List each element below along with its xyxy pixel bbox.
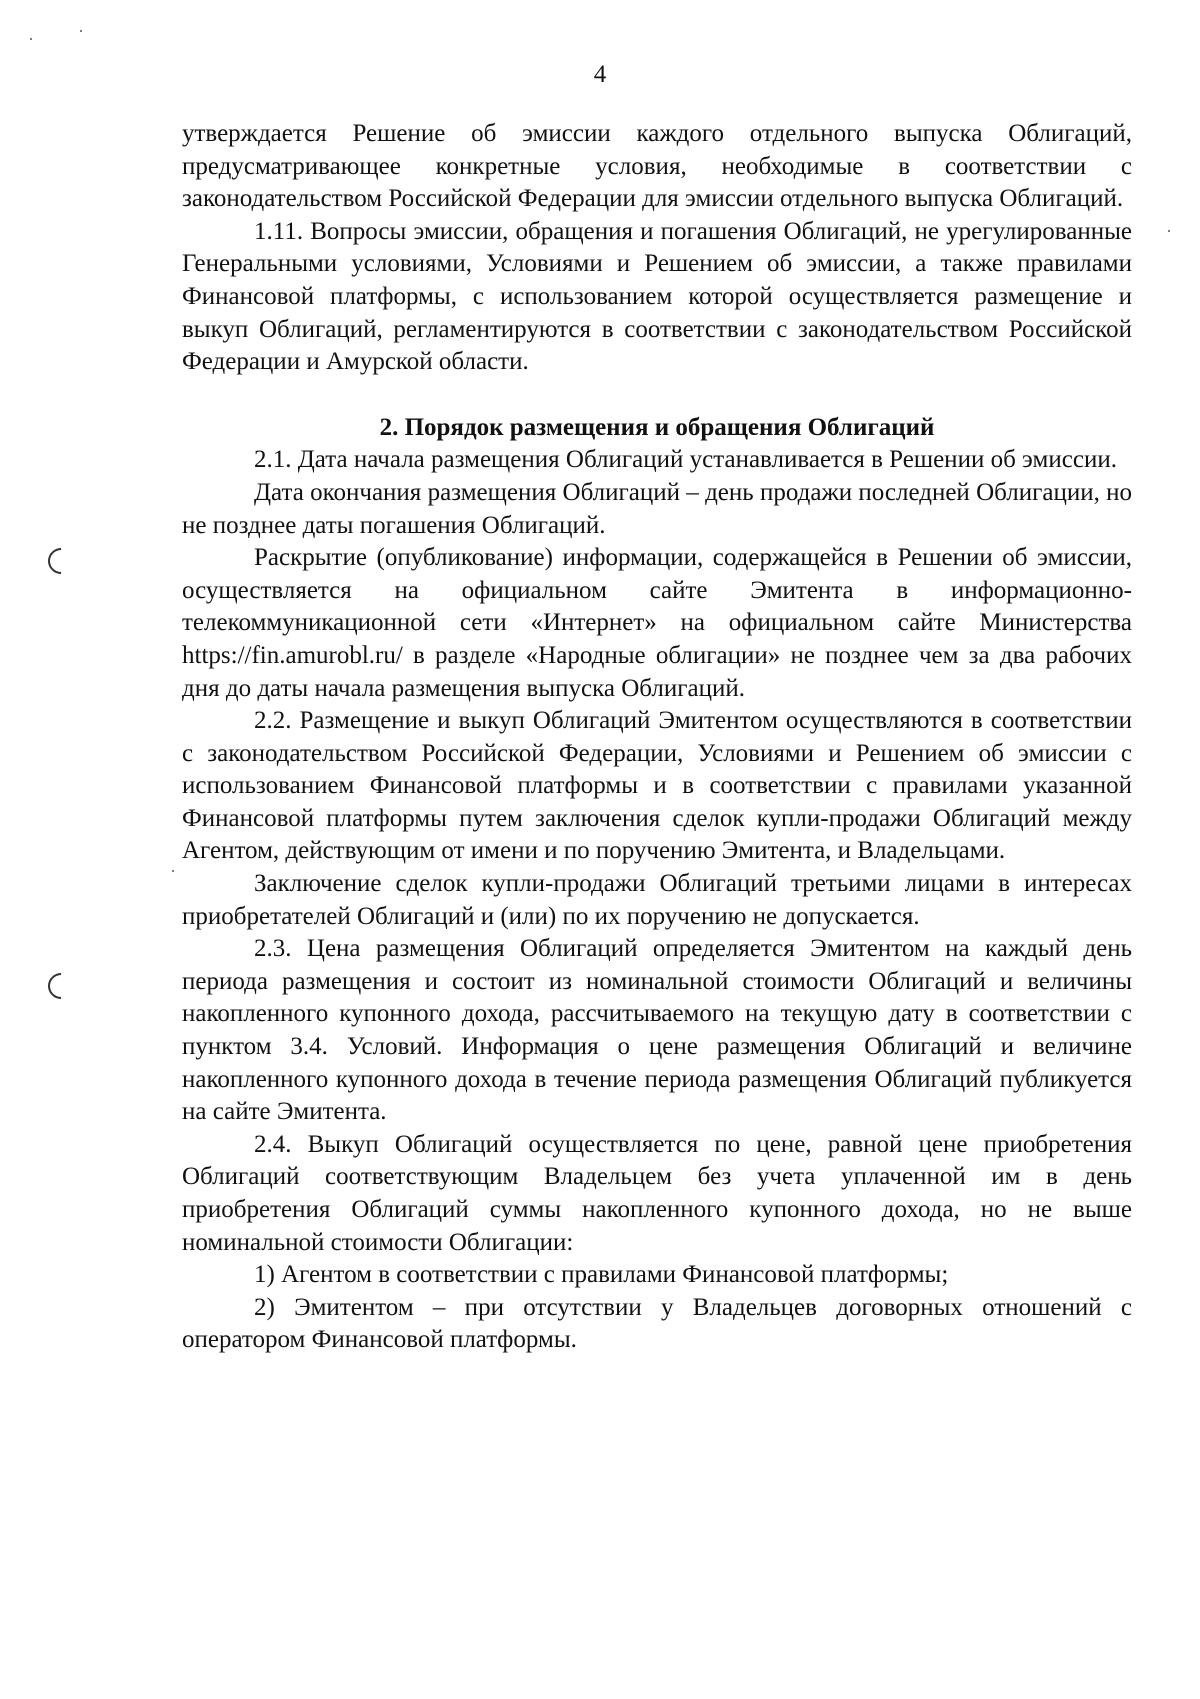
paragraph: Дата окончания размещения Облигаций – день продажи последней Облигации, но не позднее даты погашения Облигаций.	[182, 478, 1132, 539]
section-heading: 2. Порядок размещения и обращения Облигаций	[379, 413, 935, 441]
paragraph: 2.3. Цена размещения Облигаций определяется Эмитентом на каждый день периода размещения и состоит из номинальной стоимости Облигаций и величины накопленного купонного дохода, рассчитываемого на текущую дату в соответствии с пунктом 3.4. Условий. Информация о цене размещения Облигаций и величине накопленного купонного дохода в течение периода размещения Облигаций публикуется на сайте Эмитента.	[182, 935, 1132, 1126]
binder-hole-mark-lower	[43, 968, 80, 1005]
page-number: 4	[593, 61, 607, 88]
paragraph: 2.1. Дата начала размещения Облигаций устанавливается в Решении об эмиссии.	[254, 446, 1117, 474]
paragraph: 1.11. Вопросы эмиссии, обращения и погашения Облигаций, не урегулированные Генеральными условиями, Условиями и Решением об эмиссии, а также правилами Финансовой платформы, с использованием которой осуществляется размещение и выкуп Облигаций, регламентируются в соответствии с законодательством Российской Федерации и Амурской области.	[182, 217, 1132, 376]
paragraph: утверждается Решение об эмиссии каждого отдельного выпуска Облигаций, предусматривающее конкретные условия, необходимые в соответствии с законодательством Российской Федерации для эмиссии отдельного выпуска Облигаций.	[182, 120, 1132, 213]
paragraph: Раскрытие (опубликование) информации, содержащейся в Решении об эмиссии, осуществляется на официальном сайте Эмитента в информационно-телекоммуникационной сети «Интернет» на официальном сайте Министерства https://fin.amurobl.ru/ в разделе «Народные облигации» не позднее чем за два рабочих дня до даты начала размещения выпуска Облигаций.	[182, 544, 1132, 702]
list-item: 1) Агентом в соответствии с правилами Финансовой платформы;	[254, 1261, 949, 1289]
paragraph: 2.4. Выкуп Облигаций осуществляется по цене, равной цене приобретения Облигаций соответствующим Владельцем без учета уплаченной им в день приобретения Облигаций суммы накопленного купонного дохода, но не выше номинальной стоимости Облигации:	[182, 1130, 1132, 1256]
scan-speck	[30, 38, 32, 40]
paragraph: Заключение сделок купли-продажи Облигаций третьими лицами в интересах приобретателей Облигаций и (или) по их поручению не допускается.	[182, 870, 1132, 930]
paragraph: 2.2. Размещение и выкуп Облигаций Эмитентом осуществляются в соответствии с законодательством Российской Федерации, Условиями и Решением об эмиссии с использованием Финансовой платформы и в соответствии с правилами указанной Финансовой платформы путем заключения сделок купли-продажи Облигаций между Агентом, действующим от имени и по поручению Эмитента, и Владельцами.	[182, 707, 1132, 865]
binder-hole-mark-upper	[43, 543, 80, 580]
list-item: 2) Эмитентом – при отсутствии у Владельцев договорных отношений с оператором Финансовой платформы.	[182, 1293, 1132, 1354]
scan-speck	[1168, 230, 1170, 232]
scan-speck	[172, 870, 174, 872]
document-body	[182, 118, 1132, 1357]
scan-speck	[80, 30, 82, 32]
